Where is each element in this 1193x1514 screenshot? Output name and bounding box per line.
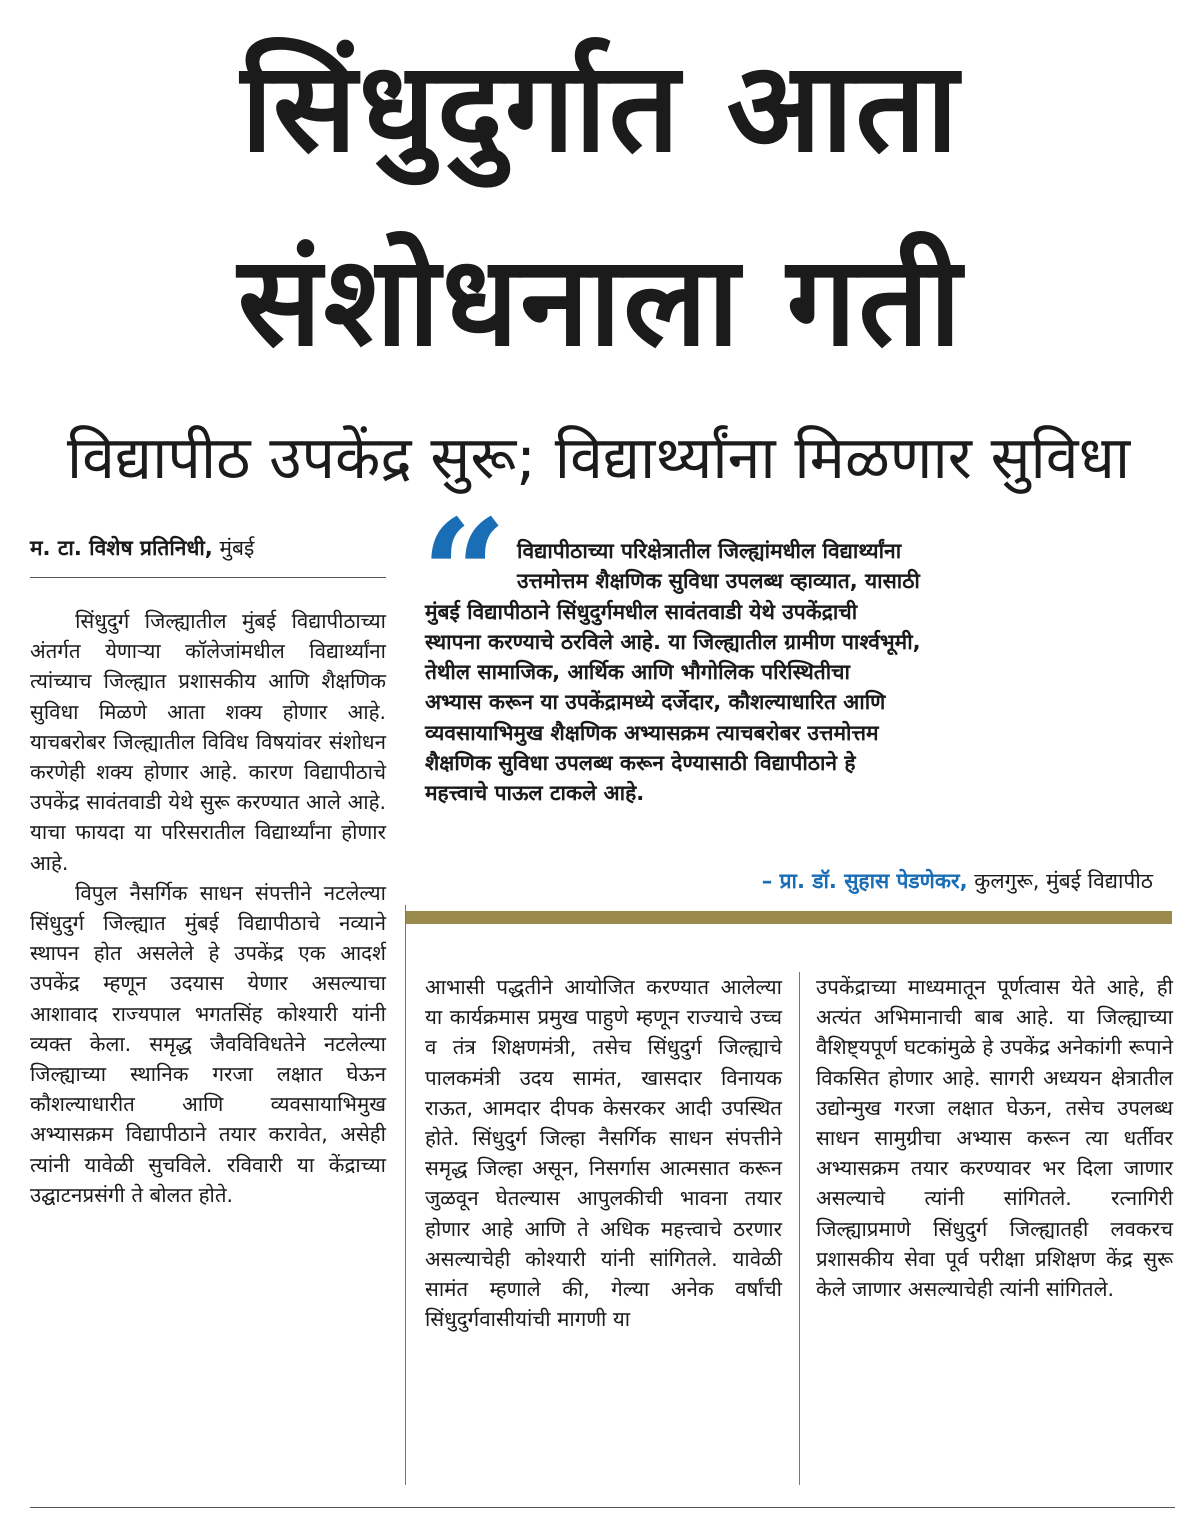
pull-quote-line: मुंबई विद्यापीठाने सिंधुदुर्गमधील सावंतवाडी येथे उपकेंद्राची <box>425 599 858 624</box>
attribution-name: – प्रा. डॉ. सुहास पेडणेकर, <box>761 869 968 893</box>
quote-attribution <box>762 866 1153 896</box>
quote-mark-icon: “ <box>421 487 508 663</box>
article-paragraph: विपुल नैसर्गिक साधन संपत्तीने नटलेल्या सिंधुदुर्ग जिल्ह्यात मुंबई विद्यापीठाचे नव्याने स्थापन होत असलेले हे उपकेंद्र एक आदर्श उपकेंद्र म्हणून उदयास येणार असल्याचा आशावाद राज्यपाल भगतसिंह कोश्यारी यांनी व्यक्त केला. समृद्ध जैवविविधतेने नटलेल्या जिल्ह्याच्या स्थानिक गरजा लक्षात घेऊन कौशल्याधारीत आणि व्यवसायाभिमुख अभ्यासक्रम विद्यापीठाने तयार करावेत, असेही त्यांनी यावेळी सुचविले. रविवारी या केंद्राच्या उद्घाटनप्रसंगी ते बोलत होते. <box>30 880 386 1207</box>
pull-quote-line: व्यवसायाभिमुख शैक्षणिक अभ्यासक्रम त्याचबरोबर उत्तमोत्तम <box>425 720 879 745</box>
article-paragraph: उपकेंद्राच्या माध्यमातून पूर्णत्वास येते आहे, ही अत्यंत अभिमानाची बाब आहे. या जिल्ह्याच्या वैशिष्ट्यपूर्ण घटकांमुळे हे उपकेंद्र अनेकांगी रूपाने विकसित होणार आहे. सागरी अध्ययन क्षेत्रातील उद्योन्मुख गरजा लक्षात घेऊन, तसेच उपलब्ध साधन सामुग्रीचा अभ्यास करून त्या धर्तीवर अभ्यासक्रम तयार करण्यावर भर दिला जाणार असल्याचे त्यांनी सांगितले. रत्नागिरी जिल्ह्याप्रमाणे सिंधुदुर्ग जिल्ह्यातही लवकरच प्रशासकीय सेवा पूर्व परीक्षा प्रशिक्षण केंद्र सुरू केले जाणार असल्याचेही त्यांनी सांगितले. <box>816 975 1173 1302</box>
pull-quote-line: महत्त्वाचे पाऊल टाकले आहे. <box>425 781 645 806</box>
attribution-title: कुलगुरू, मुंबई विद्यापीठ <box>974 869 1153 893</box>
byline-city: मुंबई <box>219 536 255 560</box>
article-column-1 <box>30 606 386 1210</box>
pull-quote-line: स्थापना करण्याचे ठरविले आहे. या जिल्ह्यातील ग्रामीण पार्श्वभूमी, <box>425 629 921 654</box>
bottom-rule <box>30 1507 1175 1508</box>
article-paragraph: सिंधुदुर्ग जिल्ह्यातील मुंबई विद्यापीठाच्या अंतर्गत येणाऱ्या कॉलेजांमधील विद्यार्थ्यांना त्यांच्याच जिल्ह्यात प्रशासकीय आणि शैक्षणिक सुविधा मिळणे आता शक्य होणार आहे. याचबरोबर जिल्ह्यातील विविध विषयांवर संशोधन करणेही शक्य होणार आहे. कारण विद्यापीठाचे उपकेंद्र सावंतवाडी येथे सुरू करण्यात आले आहे. याचा फायदा या परिसरातील विद्यार्थ्यांना होणार आहे. <box>30 609 386 875</box>
pull-quote-line: तेथील सामाजिक, आर्थिक आणि भौगोलिक परिस्थितीचा <box>425 660 850 685</box>
subheadline: विद्यापीठ उपकेंद्र सुरू; विद्यार्थ्यांना मिळणार सुविधा <box>66 423 1131 492</box>
article-paragraph: आभासी पद्धतीने आयोजित करण्यात आलेल्या या कार्यक्रमास प्रमुख पाहुणे म्हणून राज्याचे उच्च व तंत्र शिक्षणमंत्री, तसेच सिंधुदुर्ग जिल्ह्याचे पालकमंत्री उदय सामंत, खासदार विनायक राऊत, आमदार दीपक केसरकर आदी उपस्थित होते. सिंधुदुर्ग जिल्हा नैसर्गिक साधन संपत्तीने समृद्ध जिल्हा असून, निसर्गास आत्मसात करून जुळवून घेतल्यास आपुलकीची भावना तयार होणार आहे आणि ते अधिक महत्त्वाचे ठरणार असल्याचेही कोश्यारी यांनी सांगितले. यावेळी सामंत म्हणाले की, गेल्या अनेक वर्षांची सिंधुदुर्गवासीयांची मागणी या <box>425 975 782 1332</box>
pull-quote-line: अभ्यास करून या उपकेंद्रामध्ये दर्जेदार, कौशल्याधारित आणि <box>425 690 886 715</box>
byline-reporter: म. टा. विशेष प्रतिनिधी, <box>30 536 213 560</box>
column-divider <box>405 905 406 1485</box>
byline-rule <box>30 577 386 578</box>
headline-line-2: संशोधनाला गती <box>237 230 964 374</box>
article-column-2 <box>425 972 782 1334</box>
article-column-3 <box>816 972 1173 1304</box>
pull-quote-line: विद्यापीठाच्या परिक्षेत्रातील जिल्ह्यांमधील विद्यार्थ्यांना <box>517 539 902 563</box>
pull-quote-line: उत्तमोत्तम शैक्षणिक सुविधा उपलब्ध व्हाव्यात, यासाठी <box>517 569 920 594</box>
pull-quote-line: शैक्षणिक सुविधा उपलब्ध करून देण्यासाठी विद्यापीठाने हे <box>425 751 856 776</box>
headline-line-1: सिंधुदुर्गात आता <box>240 36 961 180</box>
byline <box>30 533 390 563</box>
divider-bar <box>405 911 1172 924</box>
column-divider <box>799 972 800 1485</box>
pull-quote <box>425 536 1160 809</box>
